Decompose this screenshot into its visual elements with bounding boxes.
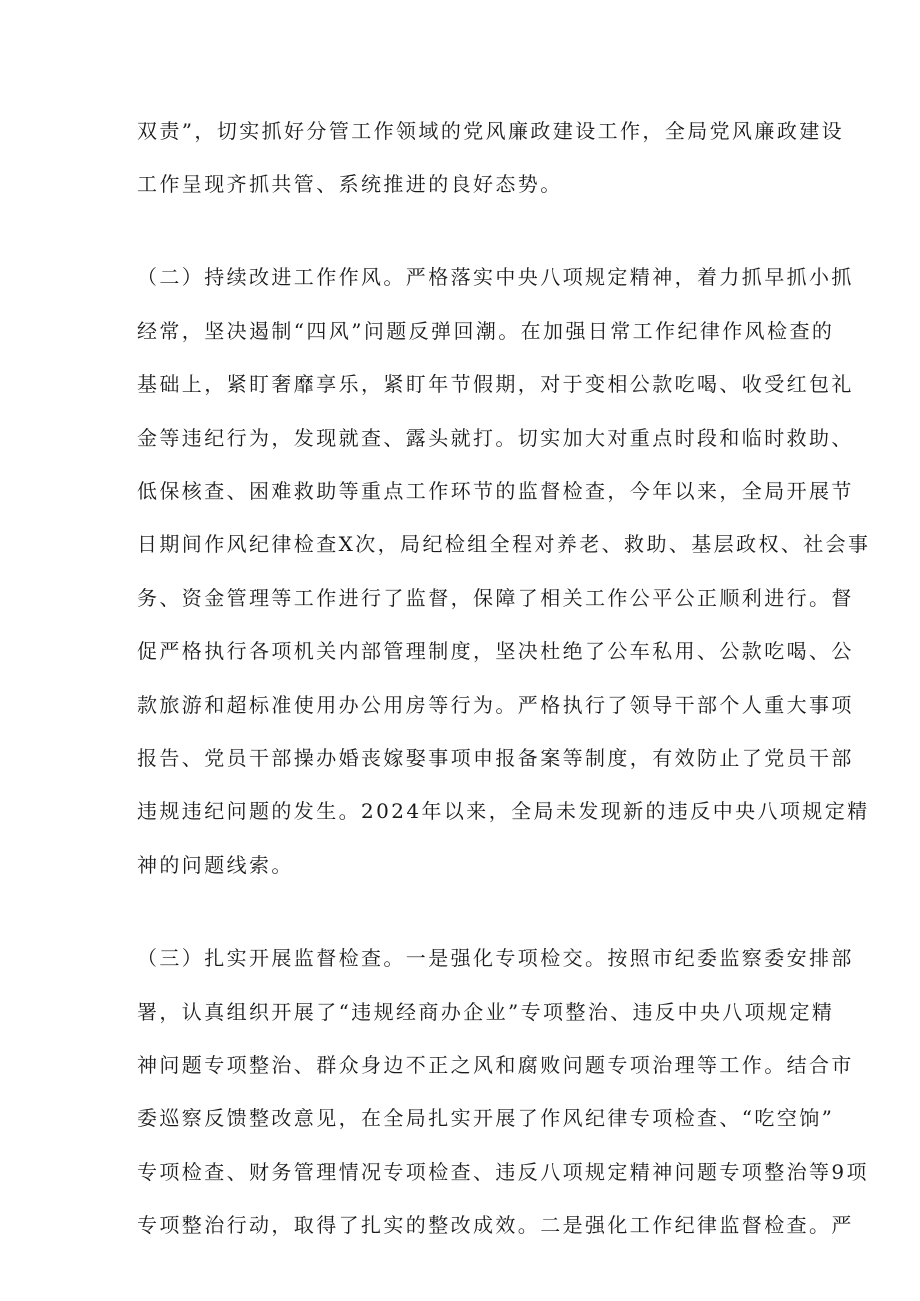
text-line: 促严格执行各项机关内部管理制度，坚决杜绝了公车私用、公款吃喝、公	[137, 639, 854, 663]
text-line: 神的问题线索。	[137, 853, 294, 877]
text-line: 日期间作风纪律检查X次，局纪检组全程对养老、救助、基层政权、社会事	[137, 532, 871, 556]
text-line: 违规违纪问题的发生。2024年以来，全局未发现新的违反中央八项规定精	[137, 799, 870, 823]
text-line: 务、资金管理等工作进行了监督，保障了相关工作公平公正顺利进行。督	[137, 586, 854, 610]
text-line: 委巡察反馈整改意见，在全局扎实开展了作风纪律专项检查、“吃空饷”	[137, 1106, 835, 1130]
text-line: 款旅游和超标准使用办公用房等行为。严格执行了领导干部个人重大事项	[137, 693, 854, 717]
text-line: 金等违纪行为，发现就查、露头就打。切实加大对重点时段和临时救助、	[137, 426, 854, 450]
text-line: 专项检查、财务管理情况专项检查、违反八项规定精神问题专项整治等9项	[137, 1160, 869, 1184]
text-line: 署，认真组织开展了“违规经商办企业”专项整治、违反中央八项规定精	[137, 1000, 835, 1024]
text-line: 双责”，切实抓好分管工作领域的党风廉政建设工作，全局党风廉政建设	[137, 119, 845, 143]
text-line: 报告、党员干部操办婚丧嫁娶事项申报备案等制度，有效防止了党员干部	[137, 746, 854, 770]
text-line: 神问题专项整治、群众身边不正之风和腐败问题专项治理等工作。结合市	[137, 1053, 854, 1077]
text-line: （三）扎实开展监督检查。一是强化专项检交。按照市纪委监察委安排部	[137, 946, 854, 970]
text-line: 专项整治行动，取得了扎实的整改成效。二是强化工作纪律监督检查。严	[137, 1213, 854, 1237]
text-line: 工作呈现齐抓共管、系统推进的良好态势。	[137, 172, 563, 196]
text-line: 基础上，紧盯奢靡享乐，紧盯年节假期，对于变相公款吃喝、收受红包礼	[137, 372, 854, 396]
text-line: 经常，坚决遏制“四风”问题反弹回潮。在加强日常工作纪律作风检查的	[137, 319, 835, 343]
text-line: （二）持续改进工作作风。严格落实中央八项规定精神，着力抓早抓小抓	[137, 265, 854, 289]
text-line: 低保核查、困难救助等重点工作环节的监督检查，今年以来，全局开展节	[137, 479, 854, 503]
